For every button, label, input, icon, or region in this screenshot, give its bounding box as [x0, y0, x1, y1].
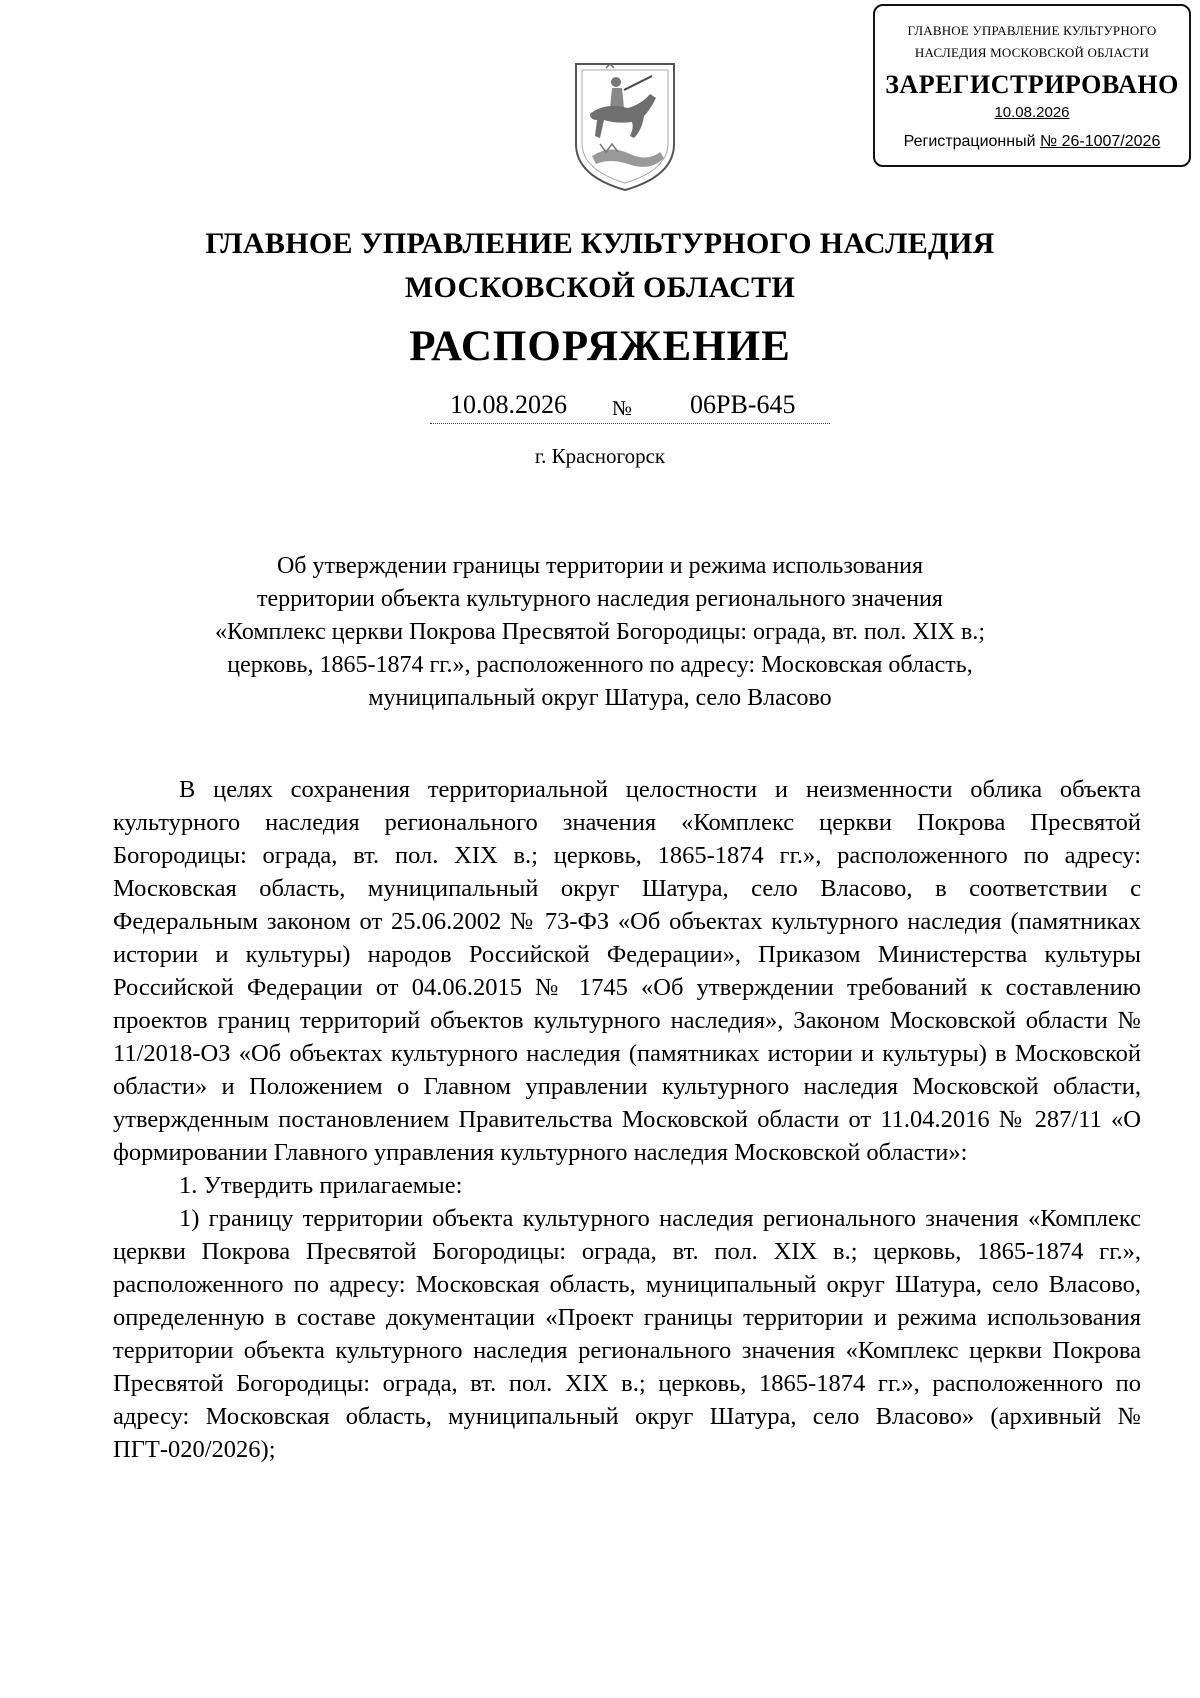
document-subject: [120, 550, 1080, 715]
city: г. Красногорск: [534, 444, 666, 468]
stamp-org: [875, 20, 1189, 64]
stamp-reg-value: № 26-1007/2026: [1039, 133, 1161, 150]
document-number: 06РВ-645: [690, 390, 796, 419]
stamp-org-line1: ГЛАВНОЕ УПРАВЛЕНИЕ КУЛЬТУРНОГО: [907, 23, 1157, 38]
document-date: 10.08.2026: [450, 390, 567, 419]
stamp-status: ЗАРЕГИСТРИРОВАНО: [885, 70, 1179, 99]
date-number-underline: [430, 423, 830, 424]
subject-line4: церковь, 1865-1874 гг.», расположенного по адресу: Московская область,: [227, 652, 973, 678]
item-1-1: 1) границу территории объекта культурного наследия регионального значения «Комплекс церкви Покрова Пресвятой Богородицы: ограда, вт. пол. XIX в.; церковь, 1865-1874 гг.», расположенного по адресу: Московская область, муниципальный округ Шатура, село Власово, определенную в составе документации «Проект границы территории и режима использования территории объекта культурного наследия регионального значения «Комплекс церкви Покрова Пресвятой Богородицы: ограда, вт. пол. XIX в.; церковь, 1865-1874 гг.», расположенного по адресу: Московская область, муниципальный округ Шатура, село Власово» (архивный № ПГТ-020/2026);: [113, 1205, 1141, 1463]
subject-line2: территории объекта культурного наследия регионального значения: [257, 586, 943, 612]
subject-line3: «Комплекс церкви Покрова Пресвятой Богородицы: ограда, вт. пол. XIX в.;: [215, 619, 985, 645]
registration-stamp: [873, 4, 1191, 167]
organization-name: [0, 222, 1200, 310]
org-line2: МОСКОВСКОЙ ОБЛАСТИ: [404, 271, 796, 304]
document-body: [113, 773, 1141, 1466]
item-1: 1. Утвердить прилагаемые:: [179, 1172, 463, 1199]
subject-line5: муниципальный округ Шатура, село Власово: [368, 685, 832, 711]
document-type: РАСПОРЯЖЕНИЕ: [409, 323, 791, 370]
preamble-paragraph: В целях сохранения территориальной целостности и неизменности облика объекта культурного наследия регионального значения «Комплекс церкви Покрова Пресвятой Богородицы: ограда, вт. пол. XIX в.; церковь, 1865-1874 гг.», расположенного по адресу: Московская область, муниципальный округ Шатура, село Власово, в соответствии с Федеральным законом от 25.06.2002 № 73-ФЗ «Об объектах культурного наследия (памятниках истории и культуры) народов Российской Федерации», Приказом Министерства культуры Российской Федерации от 04.06.2015 № 1745 «Об утверждении требований к составлению проектов границ территорий объектов культурного наследия», Законом Московской области № 11/2018-ОЗ «Об объектах культурного наследия (памятниках истории и культуры) в Московской области» и Положением о Главном управлении культурного наследия Московской области, утвержденным постановлением Правительства Московской области от 11.04.2016 № 287/11 «О формировании Главного управления культурного наследия Московской области»:: [113, 776, 1141, 1166]
subject-line1: Об утверждении границы территории и режима использования: [276, 553, 924, 579]
document-date-number: [430, 390, 830, 426]
number-sign: №: [612, 396, 633, 420]
org-line1: ГЛАВНОЕ УПРАВЛЕНИЕ КУЛЬТУРНОГО НАСЛЕДИЯ: [205, 227, 995, 260]
moscow-oblast-coat-of-arms-icon: [570, 58, 680, 194]
stamp-date: 10.08.2026: [994, 104, 1070, 121]
stamp-reg-number: [875, 133, 1189, 151]
stamp-reg-label: Регистрационный: [903, 133, 1036, 150]
stamp-org-line2: НАСЛЕДИЯ МОСКОВСКОЙ ОБЛАСТИ: [914, 45, 1150, 60]
